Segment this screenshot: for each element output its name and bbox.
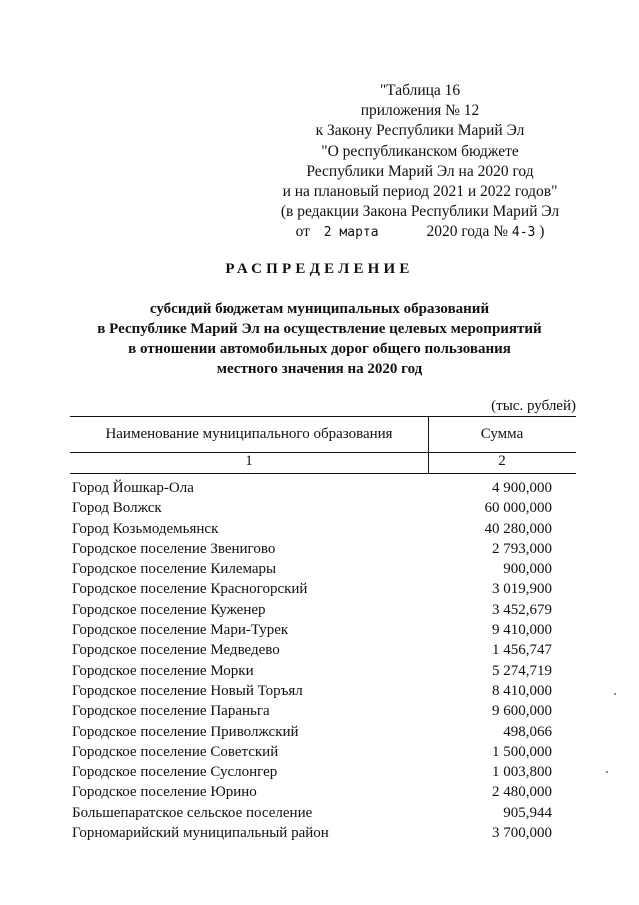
table-row: [72, 805, 552, 825]
subsidy-amount: 4 900,000: [492, 480, 552, 496]
table-row: [72, 744, 552, 764]
handwritten-date: 2 марта: [323, 225, 379, 241]
municipality-name: Городское поселение Мари-Турек: [72, 622, 289, 639]
header-line: (в редакции Закона Республики Марий Эл: [280, 203, 560, 221]
municipality-name: Городское поселение Морки: [72, 662, 254, 679]
table-row: [72, 602, 552, 622]
municipality-name: Большепаратское сельское поселение: [72, 804, 313, 821]
subsidy-amount: 9 410,000: [492, 622, 552, 639]
table-row: [72, 784, 552, 804]
municipality-name: Город Йошкар-Ола: [72, 480, 194, 496]
table-row: [72, 663, 552, 683]
handwritten-law-number: 4-З: [511, 225, 536, 241]
date-prefix: от: [295, 223, 310, 241]
subtitle-line: субсидий бюджетам муниципальных образований: [149, 301, 490, 317]
header-line: Республики Марий Эл на 2020 год: [306, 162, 534, 180]
table-row: [72, 500, 552, 520]
column-number-2: 2: [498, 453, 506, 469]
header-line: и на плановый период 2021 и 2022 годов": [282, 183, 558, 201]
table-row: [72, 622, 552, 642]
table-row: [72, 541, 552, 561]
header-line: "Таблица 16: [379, 82, 461, 99]
scan-speck: [606, 771, 608, 773]
date-suffix: ): [539, 223, 545, 241]
scan-speck: [614, 693, 616, 695]
document-subtitle: [0, 299, 639, 379]
municipality-name: Городское поселение Медведево: [72, 642, 280, 659]
municipality-name: Городское поселение Красногорский: [72, 581, 308, 598]
subsidy-amount: 9 600,000: [492, 703, 552, 720]
subsidy-amount: 8 410,000: [492, 682, 552, 699]
subsidy-amount: 3 019,900: [492, 581, 552, 598]
column-number-1: 1: [245, 453, 253, 469]
subsidy-amount: 3 452,679: [492, 601, 552, 618]
column-header-name: Наименование муниципального образования: [105, 426, 393, 442]
table-row: [72, 724, 552, 744]
municipality-name: Городское поселение Куженер: [72, 601, 266, 618]
date-middle: 2020 года №: [426, 223, 509, 241]
subsidy-amount: 905,944: [503, 804, 552, 821]
allocation-table-body: [72, 480, 552, 845]
municipality-name: Городское поселение Советский: [72, 743, 279, 760]
municipality-name: Городское поселение Юрино: [72, 784, 257, 801]
document-title: РАСПРЕДЕЛЕНИЕ: [225, 261, 414, 277]
subsidy-amount: 2 480,000: [492, 784, 552, 801]
municipality-name: Горномарийский муниципальный район: [72, 825, 329, 842]
subsidy-amount: 1 003,800: [492, 764, 552, 781]
municipality-name: Городское поселение Суслонгер: [72, 764, 278, 781]
municipality-name: Городское поселение Звенигово: [72, 540, 276, 557]
law-reference-header: [260, 81, 580, 244]
subtitle-line: местного значения на 2020 год: [216, 361, 423, 377]
subsidy-amount: 2 793,000: [492, 540, 552, 557]
municipality-name: Городское поселение Приволжский: [72, 723, 299, 740]
units-label: (тыс. рублей): [491, 398, 576, 414]
municipality-name: Городское поселение Новый Торъял: [72, 682, 303, 699]
table-row: [72, 561, 552, 581]
subsidy-amount: 1 500,000: [492, 743, 552, 760]
table-row: [72, 521, 552, 541]
subsidy-amount: 900,000: [503, 561, 552, 578]
table-row: [72, 764, 552, 784]
table-row: [72, 825, 552, 845]
subsidy-amount: 1 456,747: [492, 642, 552, 659]
subsidy-amount: 5 274,719: [492, 662, 552, 679]
subtitle-line: в отношении автомобильных дорог общего пользования: [128, 341, 511, 357]
table-row: [72, 581, 552, 601]
table-row: [72, 480, 552, 500]
subsidy-amount: 40 280,000: [484, 520, 552, 537]
subsidy-amount: 60 000,000: [484, 500, 552, 517]
law-date-line: [260, 222, 580, 243]
subtitle-line: в Республике Марий Эл на осуществление целевых мероприятий: [97, 321, 542, 337]
header-line: "О республиканском бюджете: [321, 142, 519, 160]
table-row: [72, 683, 552, 703]
table-row: [72, 642, 552, 662]
subsidy-amount: 498,066: [503, 723, 552, 740]
column-header-sum: Сумма: [480, 426, 524, 442]
municipality-name: Городское поселение Параньга: [72, 703, 270, 720]
table-header: [70, 416, 576, 474]
table-row: [72, 703, 552, 723]
subsidy-amount: 3 700,000: [492, 825, 552, 842]
header-line: приложения № 12: [360, 102, 480, 120]
municipality-name: Город Волжск: [72, 500, 162, 517]
municipality-name: Город Козьмодемьянск: [72, 520, 219, 537]
header-line: к Закону Республики Марий Эл: [315, 122, 525, 140]
municipality-name: Городское поселение Килемары: [72, 561, 277, 578]
